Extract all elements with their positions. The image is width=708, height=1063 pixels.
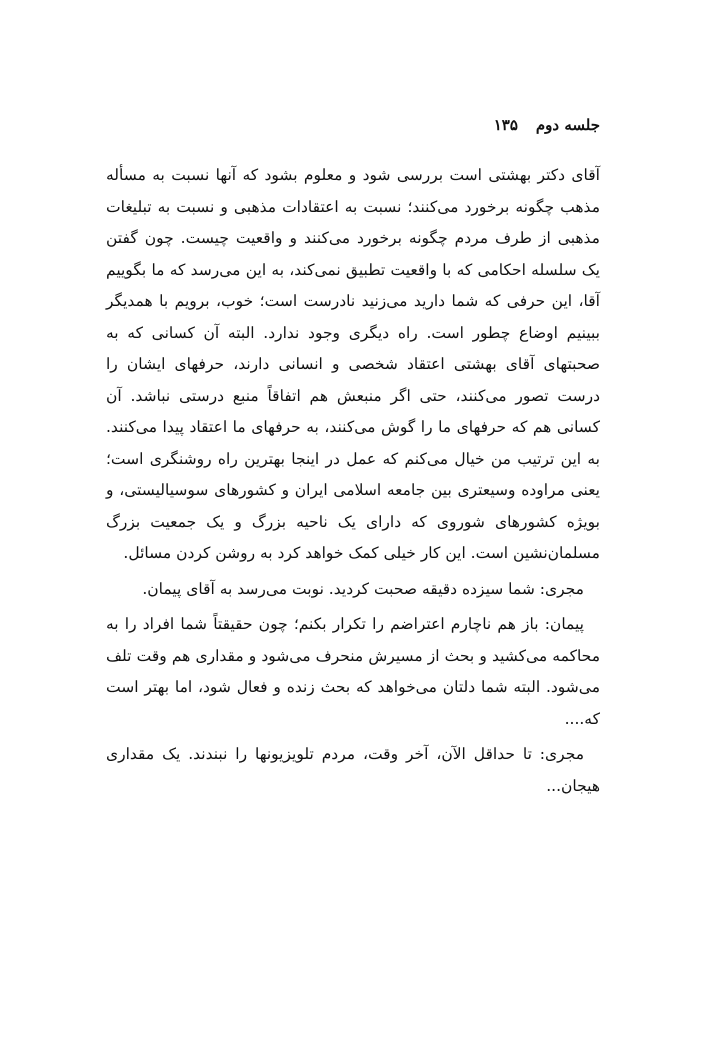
paragraph-4: مجری: تا حداقل الآن، آخر وقت، مردم تلویزیونها را نبندند. یک مقداری هیجان... bbox=[106, 745, 600, 795]
chapter-title: جلسه دوم bbox=[535, 116, 600, 134]
body-text bbox=[106, 160, 600, 806]
paragraph-3: پیمان: باز هم ناچارم اعتراضم را تکرار بکنم؛ چون حقیقتاً شما افراد را به محاکمه می‌کشید و بحث از مسیرش منحرف می‌شود و مقداری هم وقت تلف می‌شود. البته شما دلتان می‌خواهد که بحث زنده و فعال شود، اما بهتر است که.... bbox=[106, 615, 600, 728]
page-number: ۱۳۵ bbox=[493, 116, 518, 134]
paragraph-2: مجری: شما سیزده دقیقه صحبت کردید. نوبت می‌رسد به آقای پیمان. bbox=[142, 579, 584, 598]
running-header bbox=[380, 116, 600, 142]
paragraph-1: آقای دکتر بهشتی است بررسی شود و معلوم بشود که آنها نسبت به مسأله مذهب چگونه برخورد می‌کنند؛ نسبت به اعتقادات مذهبی و نسبت به تبلیغات مذهبی از طرف مردم چگونه برخورد می‌کنند و واقعیت چیست. چون گفتن یک سلسله احکامی که با واقعیت تطبیق نمی‌کند، به این می‌رسد که ما بگوییم آقا، این حرفی که شما دارید می‌زنید نادرست است؛ خوب، برویم با همدیگر ببینیم اوضاع چطور است. راه دیگری وجود ندارد. البته آن کسانی که به صحبتهای آقای بهشتی اعتقاد شخصی و انسانی دارند، حرفهای ایشان را درست تصور می‌کنند، حتی اگر منبعش هم اتفاقاً منبع درستی نباشد. آن کسانی هم که حرفهای ما را گوش می‌کنند، به حرفهای ما اعتقاد پیدا می‌کنند. به این ترتیب من خیال می‌کنم که عمل در اینجا بهترین راه روشنگری است؛ یعنی مراوده وسیعتری بین جامعه اسلامی ایران و کشورهای سوسیالیستی، و بویژه کشورهای شوروی که دارای یک ناحیه بزرگ و یک جمعیت بزرگ مسلمان‌نشین است. این کار خیلی کمک خواهد کرد به روشن کردن مسائل. bbox=[106, 166, 600, 562]
